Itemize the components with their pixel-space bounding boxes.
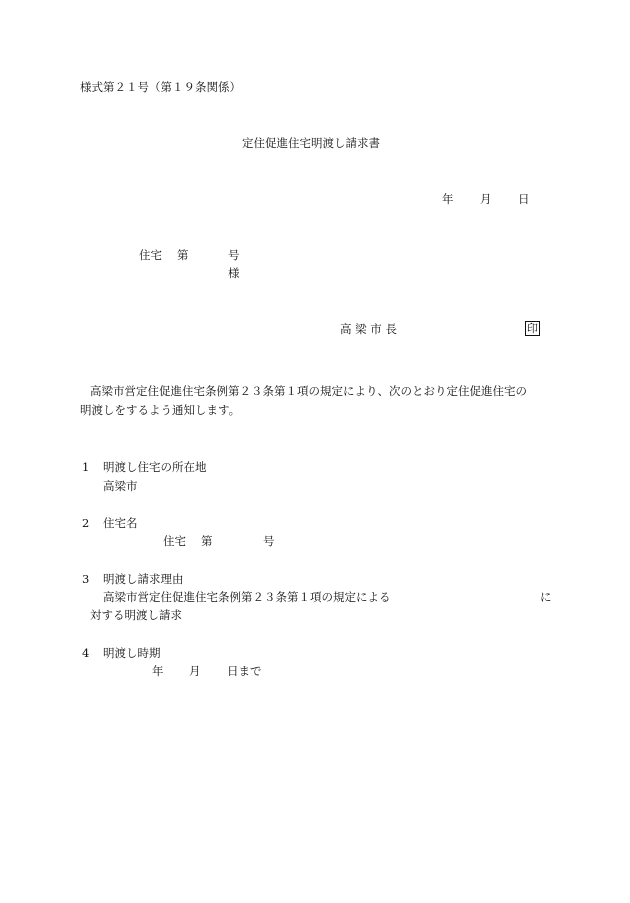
seal-mark: 印 (527, 322, 538, 335)
addressee-housing: 住宅 (139, 248, 162, 262)
item3-line1: 高梁市営定住促進住宅条例第２３条第１項の規定による (103, 590, 391, 604)
item3-ni: に (540, 590, 552, 604)
item3-number: 3 (82, 572, 90, 586)
item1-value: 高梁市 (103, 479, 138, 493)
item1-heading: 明渡し住宅の所在地 (103, 460, 207, 474)
item3-heading: 明渡し請求理由 (103, 572, 184, 586)
date-day: 日 (518, 192, 530, 206)
date-month: 月 (480, 192, 492, 206)
item4-number: 4 (82, 646, 90, 660)
date-year: 年 (442, 192, 454, 206)
item1-number: 1 (82, 460, 90, 474)
item2-go: 号 (263, 534, 275, 548)
item2-housing: 住宅 (163, 534, 186, 548)
sender-name: 高 梁 市 長 (340, 322, 397, 336)
item4-year: 年 (152, 664, 164, 678)
addressee-dai: 第 (177, 248, 189, 262)
item4-day: 日まで (227, 664, 262, 678)
addressee-go: 号 (228, 248, 240, 262)
body-text-line2: 明渡しをするよう通知します。 (80, 403, 241, 417)
item2-dai: 第 (201, 534, 213, 548)
form-number: 様式第２１号（第１９条関係） (80, 80, 241, 94)
item4-month: 月 (189, 664, 201, 678)
item2-number: 2 (82, 516, 90, 530)
document-title: 定住促進住宅明渡し請求書 (242, 136, 380, 150)
item2-heading: 住宅名 (103, 516, 138, 530)
item3-line2: 対する明渡し請求 (90, 608, 182, 622)
addressee-honorific: 様 (228, 266, 240, 280)
item4-heading: 明渡し時期 (103, 646, 161, 660)
body-text-line1: 高梁市営定住促進住宅条例第２３条第１項の規定により、次のとおり定住促進住宅の (90, 384, 527, 398)
